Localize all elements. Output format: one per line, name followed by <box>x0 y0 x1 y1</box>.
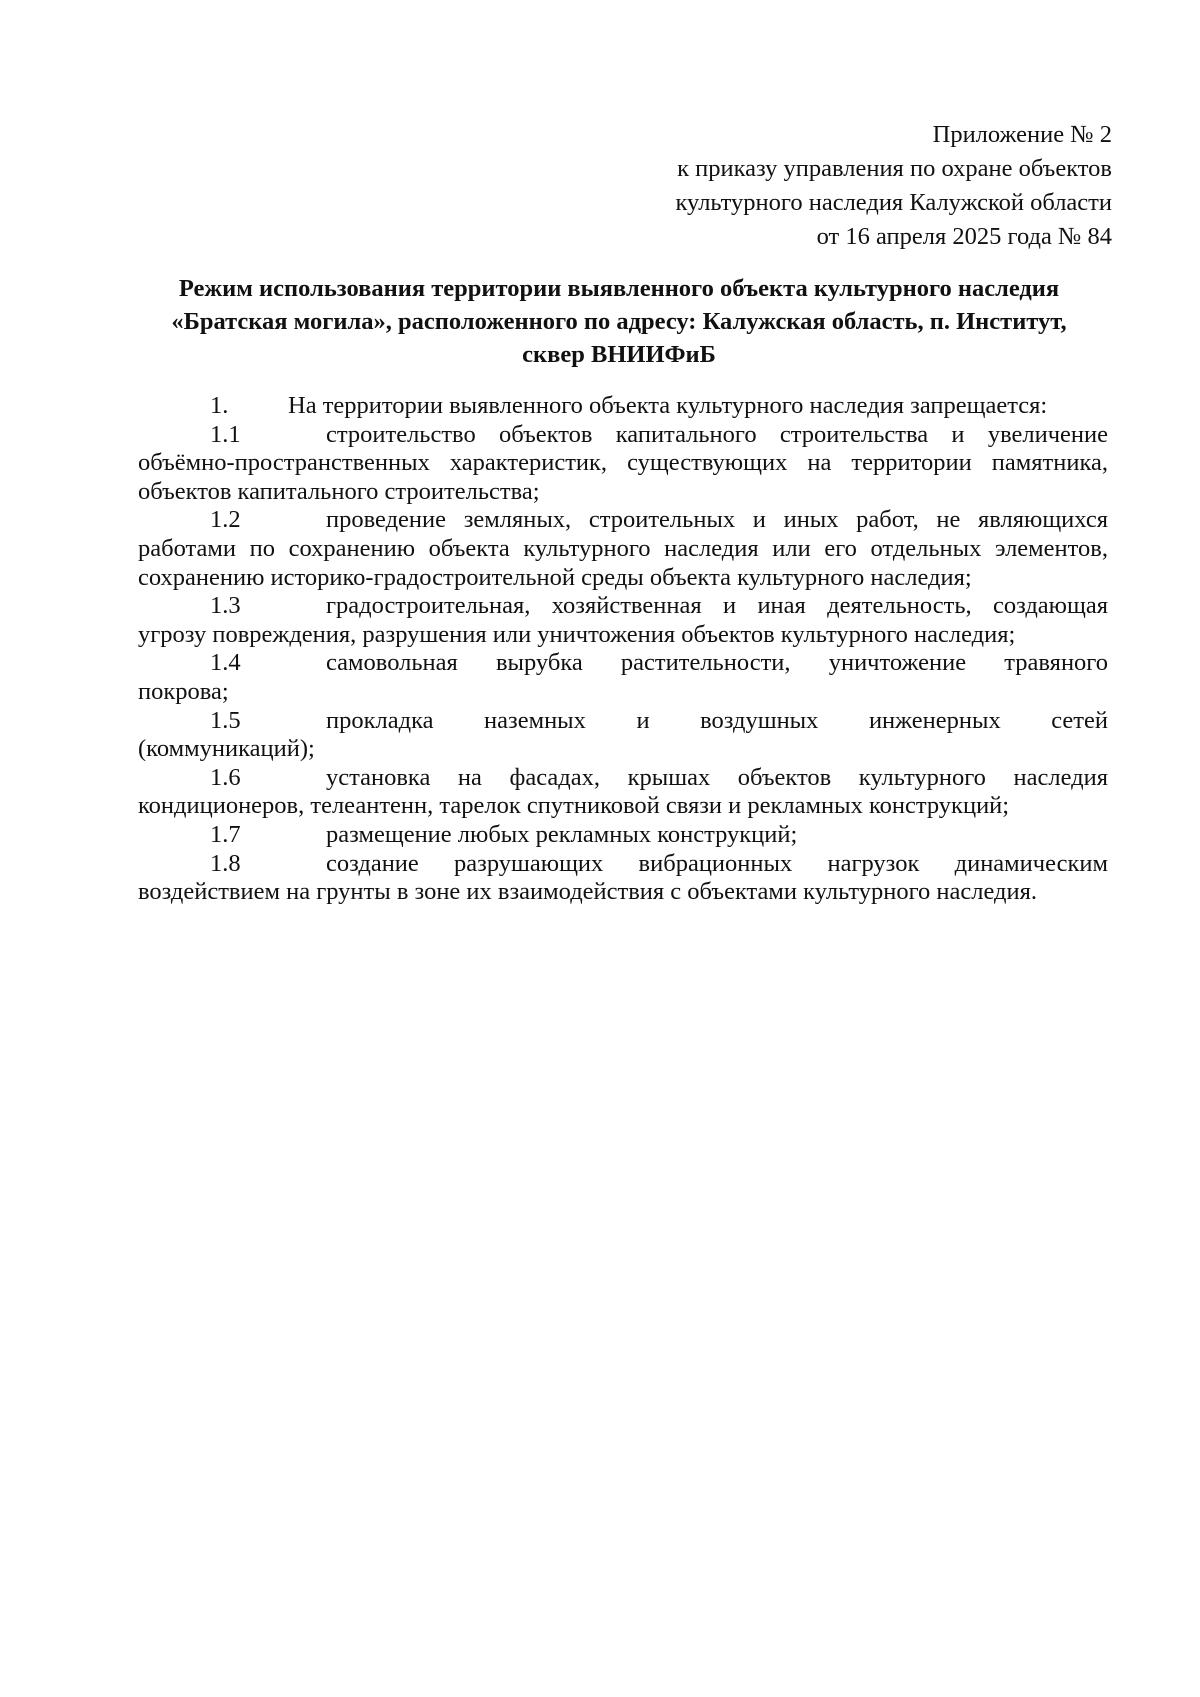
item-text: установка на фасадах, крышах объектов культурного наследия <box>326 763 1108 791</box>
item-number: 1.4 <box>210 649 241 677</box>
item-number: 1.2 <box>210 506 241 534</box>
list-item <box>138 506 1108 592</box>
item-number: 1.3 <box>210 592 241 620</box>
item-continuation: объёмно-пространственных характеристик, существующих на территории памятника, объектов капитального строительства; <box>138 449 1108 505</box>
list-item <box>138 707 1108 764</box>
list-item <box>138 821 1108 850</box>
list-item <box>138 850 1108 907</box>
item-continuation: воздействием на грунты в зоне их взаимодействия с объектами культурного наследия. <box>138 878 1038 906</box>
item-number: 1.6 <box>210 763 241 791</box>
list-item <box>138 592 1108 649</box>
item-text: создание разрушающих вибрационных нагрузок динамическим <box>326 849 1108 877</box>
document-body <box>138 392 1108 907</box>
intro-paragraph <box>138 392 1108 421</box>
item-continuation: угрозу повреждения, разрушения или уничтожения объектов культурного наследия; <box>138 620 1016 648</box>
item-continuation: кондиционеров, телеантенн, тарелок спутниковой связи и рекламных конструкций; <box>138 792 1010 820</box>
intro-text: На территории выявленного объекта культурного наследия запрещается: <box>288 392 1048 419</box>
item-number: 1.7 <box>210 820 241 848</box>
item-number: 1.5 <box>210 706 241 734</box>
item-text: размещение любых рекламных конструкций; <box>326 820 798 848</box>
item-continuation: (коммуникаций); <box>138 735 315 763</box>
title-line-1: Режим использования территории выявленного объекта культурного наследия <box>178 275 1060 302</box>
item-text: градостроительная, хозяйственная и иная деятельность, создающая <box>326 592 1108 620</box>
document-title <box>130 272 1108 371</box>
item-continuation: работами по сохранению объекта культурного наследия или его отдельных элементов, сохранению историко-градостроительной среды объекта культурного наследия; <box>138 534 1108 591</box>
item-text: самовольная вырубка растительности, уничтожение травяного <box>326 649 1108 677</box>
list-item <box>138 764 1108 821</box>
list-item <box>138 421 1108 507</box>
list-item <box>138 649 1108 706</box>
title-line-3: сквер ВНИИФиБ <box>522 341 716 368</box>
item-continuation: покрова; <box>138 677 229 705</box>
annex-order-ref: к приказу управления по охране объектов <box>677 155 1112 182</box>
annex-authority: культурного наследия Калужской области <box>675 189 1112 216</box>
annex-header <box>675 118 1112 254</box>
item-text: прокладка наземных и воздушных инженерных сетей <box>326 706 1108 734</box>
annex-number: Приложение № 2 <box>932 121 1112 148</box>
item-number: 1.1 <box>210 420 241 448</box>
item-text: строительство объектов капитального строительства и увеличение <box>326 420 1108 448</box>
item-number: 1.8 <box>210 849 241 877</box>
title-line-2: «Братская могила», расположенного по адресу: Калужская область, п. Институт, <box>171 308 1067 335</box>
annex-date: от 16 апреля 2025 года № 84 <box>816 223 1112 250</box>
item-text: проведение земляных, строительных и иных работ, не являющихся <box>326 506 1108 534</box>
intro-number: 1. <box>210 392 229 419</box>
